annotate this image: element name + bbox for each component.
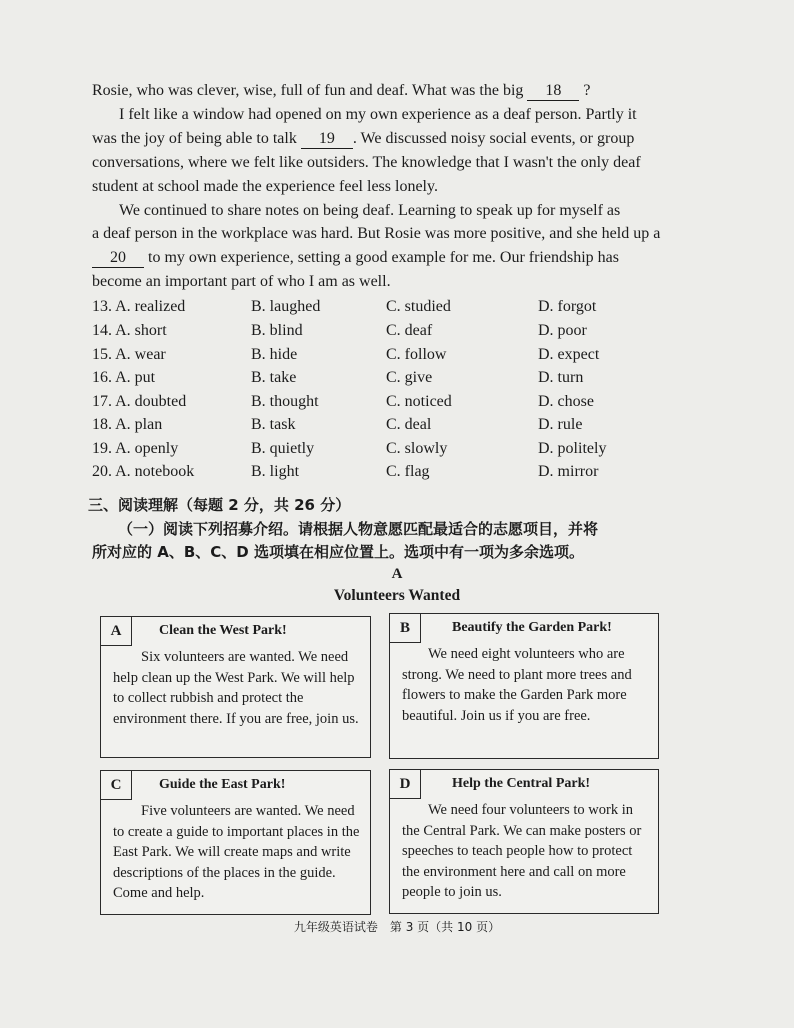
exam-page: Rosie, who was clever, wise, full of fun and deaf. What was the big 18 ? I felt like a window had opened on my own experience as a deaf person. Partly it was the joy of being able to talk 19 . We discussed noisy social events, or group conversations, where we felt like outsiders. The knowledge that I wasn't the only deaf student at school made the experience feel less lonely. We continued to share notes on being deaf. Learning to speak up for myself as a deaf person in the workplace was hard. But Rosie was more positive, and she held up a 20 to my own experience, setting a good example for me. Our friendship has become an important part of who I am as well. 13. A. realized B. laughed C. studied D. forgot 14. A. short B. blind C. deaf D. poor 15. A. wear B. hide C. follow D. expect 16. A. put B. take C. give D. turn 17. A. doubted B. thought C. noticed D. chose 18. A. plan B. task C. deal D. rule 19. A. openly B. quietly C. slowly D. politely 20. A. notebook B. light C. flag D. mirror 三、阅读理解（每题 2 分，共 26 分） （一）阅读下列招募介绍。请根据人物意愿匹配最适合的志愿项目，并将 所对应的 A、B、C、D 选项填在相应位置上。选项中有一项为多余选项。 A Volunteers Wanted A Clean the West Park! Six volunteers are wanted. We need help clean up the West Park. We will help to collect rubbish and protect the environment there. If you are free, join us. B Beautify the Garden Park! We need eight volunteers who are strong. We need to plant more trees and flowers to make the Garden Park more beautiful. Join us if you are free. C Guide the East Park! Five volunteers are wanted. We need to create a guide to important places in the East Park. We will create maps and write descriptions of the places in the guide. Come and help. D Help the Central Park! We need four volunteers to work in the Central Park. We can make posters or speeches to teach people how to protect the environment here and call on more people to join us. 九年级英语试卷 第 3 页（共 10 页） [0,0,794,1028]
volunteer-box-b [389,613,659,759]
box-letter: B [390,614,421,643]
part-label: A [391,566,403,582]
box-title: Help the Central Park! [452,776,591,791]
volunteer-box-a [100,616,371,758]
box-title: Clean the West Park! [159,623,287,638]
page-footer: 九年级英语试卷 第 3 页（共 10 页） [293,920,501,934]
passage-line: was the joy of being able to talk 19 . We discussed noisy social events, or group [92,130,635,147]
passage-line: student at school made the experience feel less lonely. [92,178,438,195]
passage-line: conversations, where we felt like outsiders. The knowledge that I wasn't the only deaf [92,154,641,171]
box-letter: C [101,771,132,800]
box-text: Five volunteers are wanted. We need to create a guide to important places in the East Park. We will create maps and write descriptions of the places in the guide. Come and help. [113,803,360,901]
blank-19: 19 [301,130,353,149]
passage-line: 20 to my own experience, setting a good example for me. Our friendship has [92,247,619,269]
passage-line: become an important part of who I am as well. [92,273,391,290]
passage-title: Volunteers Wanted [333,587,461,604]
passage-line: a deaf person in the workplace was hard. But Rosie was more positive, and she held up a [92,225,661,242]
passage-line: Rosie, who was clever, wise, full of fun and deaf. What was the big 18 ? [92,82,591,99]
volunteer-box-c [100,770,371,915]
box-title: Beautify the Garden Park! [452,620,612,635]
blank-18: 18 [527,82,579,101]
box-text: We need four volunteers to work in the Central Park. We can make posters or speeches to teach people how to protect the environment here and call on more people to join us. [402,802,642,900]
box-letter: D [390,770,421,799]
section-heading: 三、阅读理解（每题 2 分，共 26 分） [88,496,351,514]
instruction-line: （一）阅读下列招募介绍。请根据人物意愿匹配最适合的志愿项目，并将 [118,520,599,538]
box-title: Guide the East Park! [159,777,286,792]
blank-20: 20 [92,249,144,268]
passage-line: We continued to share notes on being deaf. Learning to speak up for myself as [119,202,621,219]
passage-line: I felt like a window had opened on my own experience as a deaf person. Partly it [119,106,637,123]
box-text: We need eight volunteers who are strong. We need to plant more trees and flowers to make the Garden Park more beautiful. Join us if you are free. [402,646,632,724]
box-text: Six volunteers are wanted. We need help clean up the West Park. We will help to collect rubbish and protect the environment there. If you are free, join us. [113,649,359,727]
volunteer-box-d [389,769,659,914]
box-letter: A [101,617,132,646]
instruction-line: 所对应的 A、B、C、D 选项填在相应位置上。选项中有一项为多余选项。 [92,543,584,561]
